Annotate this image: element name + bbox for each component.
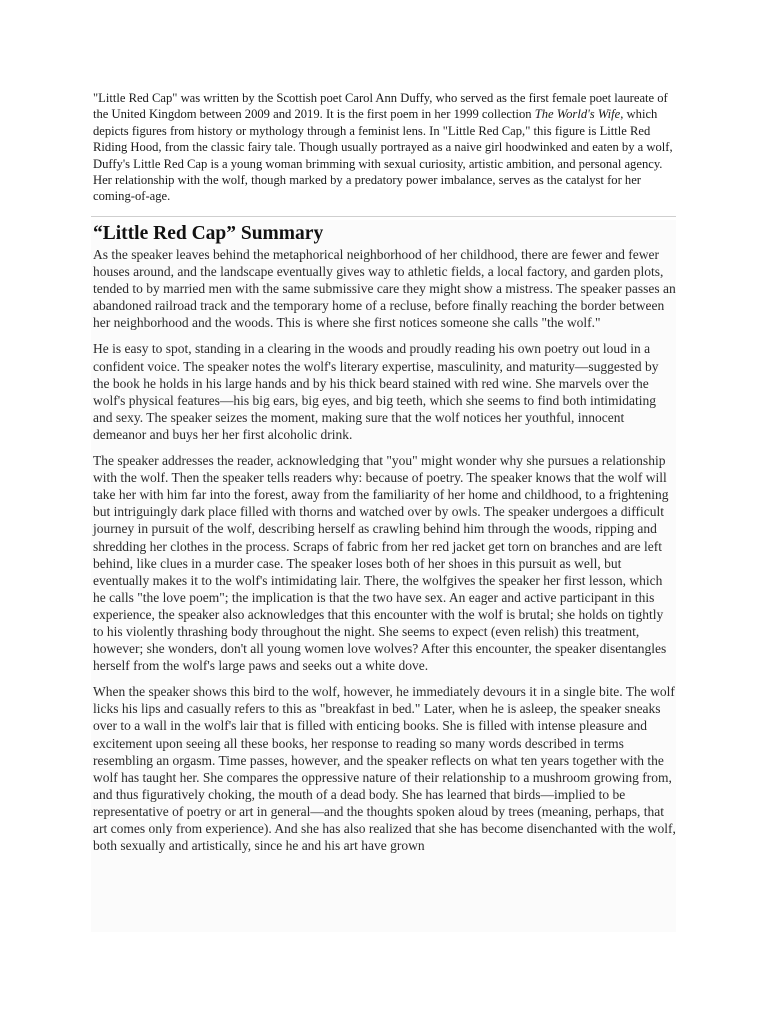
summary-heading: “Little Red Cap” Summary xyxy=(93,223,324,244)
summary-section xyxy=(91,220,676,932)
collection-title: The World's Wife xyxy=(534,107,621,122)
intro-text-2: , which depicts figures from history or mythology through a feminist lens. In "Little Red Cap," this figure is Little Red Riding Hood, from the classic fairy tale. Though usually portrayed as a naive girl hoodwinked and eaten by a wolf, Duffy's Little Red Cap is a young woman brimming with sexual curiosity, artistic ambition, and personal agency. Her relationship with the wolf, though marked by a predatory power imbalance, serves as the catalyst for her coming-of-age. xyxy=(93,107,673,204)
summary-paragraph-4: When the speaker shows this bird to the wolf, however, he immediately devours it in a single bite. The wolf licks his lips and casually refers to this as "breakfast in bed." Later, when he is asleep, the speaker sneaks over to a wall in the wolf's lair that is filled with enticing books. She is filled with intense pleasure and excitement upon seeing all these books, her response to reading so many words described in terms resembling an orgasm. Time passes, however, and the speaker reflects on what ten years together with the wolf has taught her. She compares the oppressive nature of their relationship to a mushroom growing from, and thus figuratively choking, the mouth of a dead body. She has learned that birds—implied to be representative of poetry or art in general—and the thoughts spoken aloud by trees (meaning, perhaps, that art comes only from experience). And she has also realized that she has become disenchanted with the wolf, both sexually and artistically, since he and his art have grown xyxy=(93,684,676,854)
summary-paragraph-1: As the speaker leaves behind the metaphorical neighborhood of her childhood, there are fewer and fewer houses around, and the landscape eventually gives way to athletic fields, a local factory, and garden plots, tended to by married men with the same submissive care they might show a mistress. The speaker passes an abandoned railroad track and the temporary home of a recluse, before finally reaching the border between her neighborhood and the woods. This is where she first notices someone she calls "the wolf." xyxy=(93,247,676,331)
section-divider xyxy=(91,216,676,217)
summary-paragraph-2: He is easy to spot, standing in a clearing in the woods and proudly reading his own poetry out loud in a confident voice. The speaker notes the wolf's literary expertise, masculinity, and maturity—suggested by the book he holds in his large hands and by his thick beard stained with red wine. She marvels over the wolf's physical features—his big ears, big eyes, and big teeth, which she seems to find both intimidating and sexy. The speaker seizes the moment, making sure that the wolf notices her youthful, innocent demeanor and buys her her first alcoholic drink. xyxy=(93,341,659,442)
intro-paragraph xyxy=(93,90,678,205)
summary-paragraph-3: The speaker addresses the reader, acknowledging that "you" might wonder why she pursues a relationship with the wolf. Then the speaker tells readers why: because of poetry. The speaker knows that the wolf will take her with him far into the forest, away from the familiarity of her home and childhood, to a frightening but intriguingly dark place filled with thorns and watched over by owls. The speaker undergoes a difficult journey in pursuit of the wolf, describing herself as crawling behind him through the woods, ripping and shredding her clothes in the process. Scraps of fabric from her red jacket get torn on branches and are left behind, like clues in a murder case. The speaker loses both of her shoes in this pursuit as well, but eventually makes it to the wolf's intimidating lair. There, the wolfgives the speaker her first lesson, which he calls "the love poem"; the implication is that the two have sex. An eager and active participant in this experience, the speaker also acknowledges that this encounter with the wolf is brutal; she holds on tightly to his violently thrashing body throughout the night. She seems to expect (even relish) this treatment, however; she wonders, don't all young women love wolves? After this encounter, the speaker disentangles herself from the wolf's large paws and seeks out a white dove. xyxy=(93,453,669,674)
intro-text-1: "Little Red Cap" was written by the Scottish poet Carol Ann Duffy, who served as the first female poet laureate of the United Kingdom between 2009 and 2019. It is the first poem in her 1999 collection xyxy=(93,91,668,122)
